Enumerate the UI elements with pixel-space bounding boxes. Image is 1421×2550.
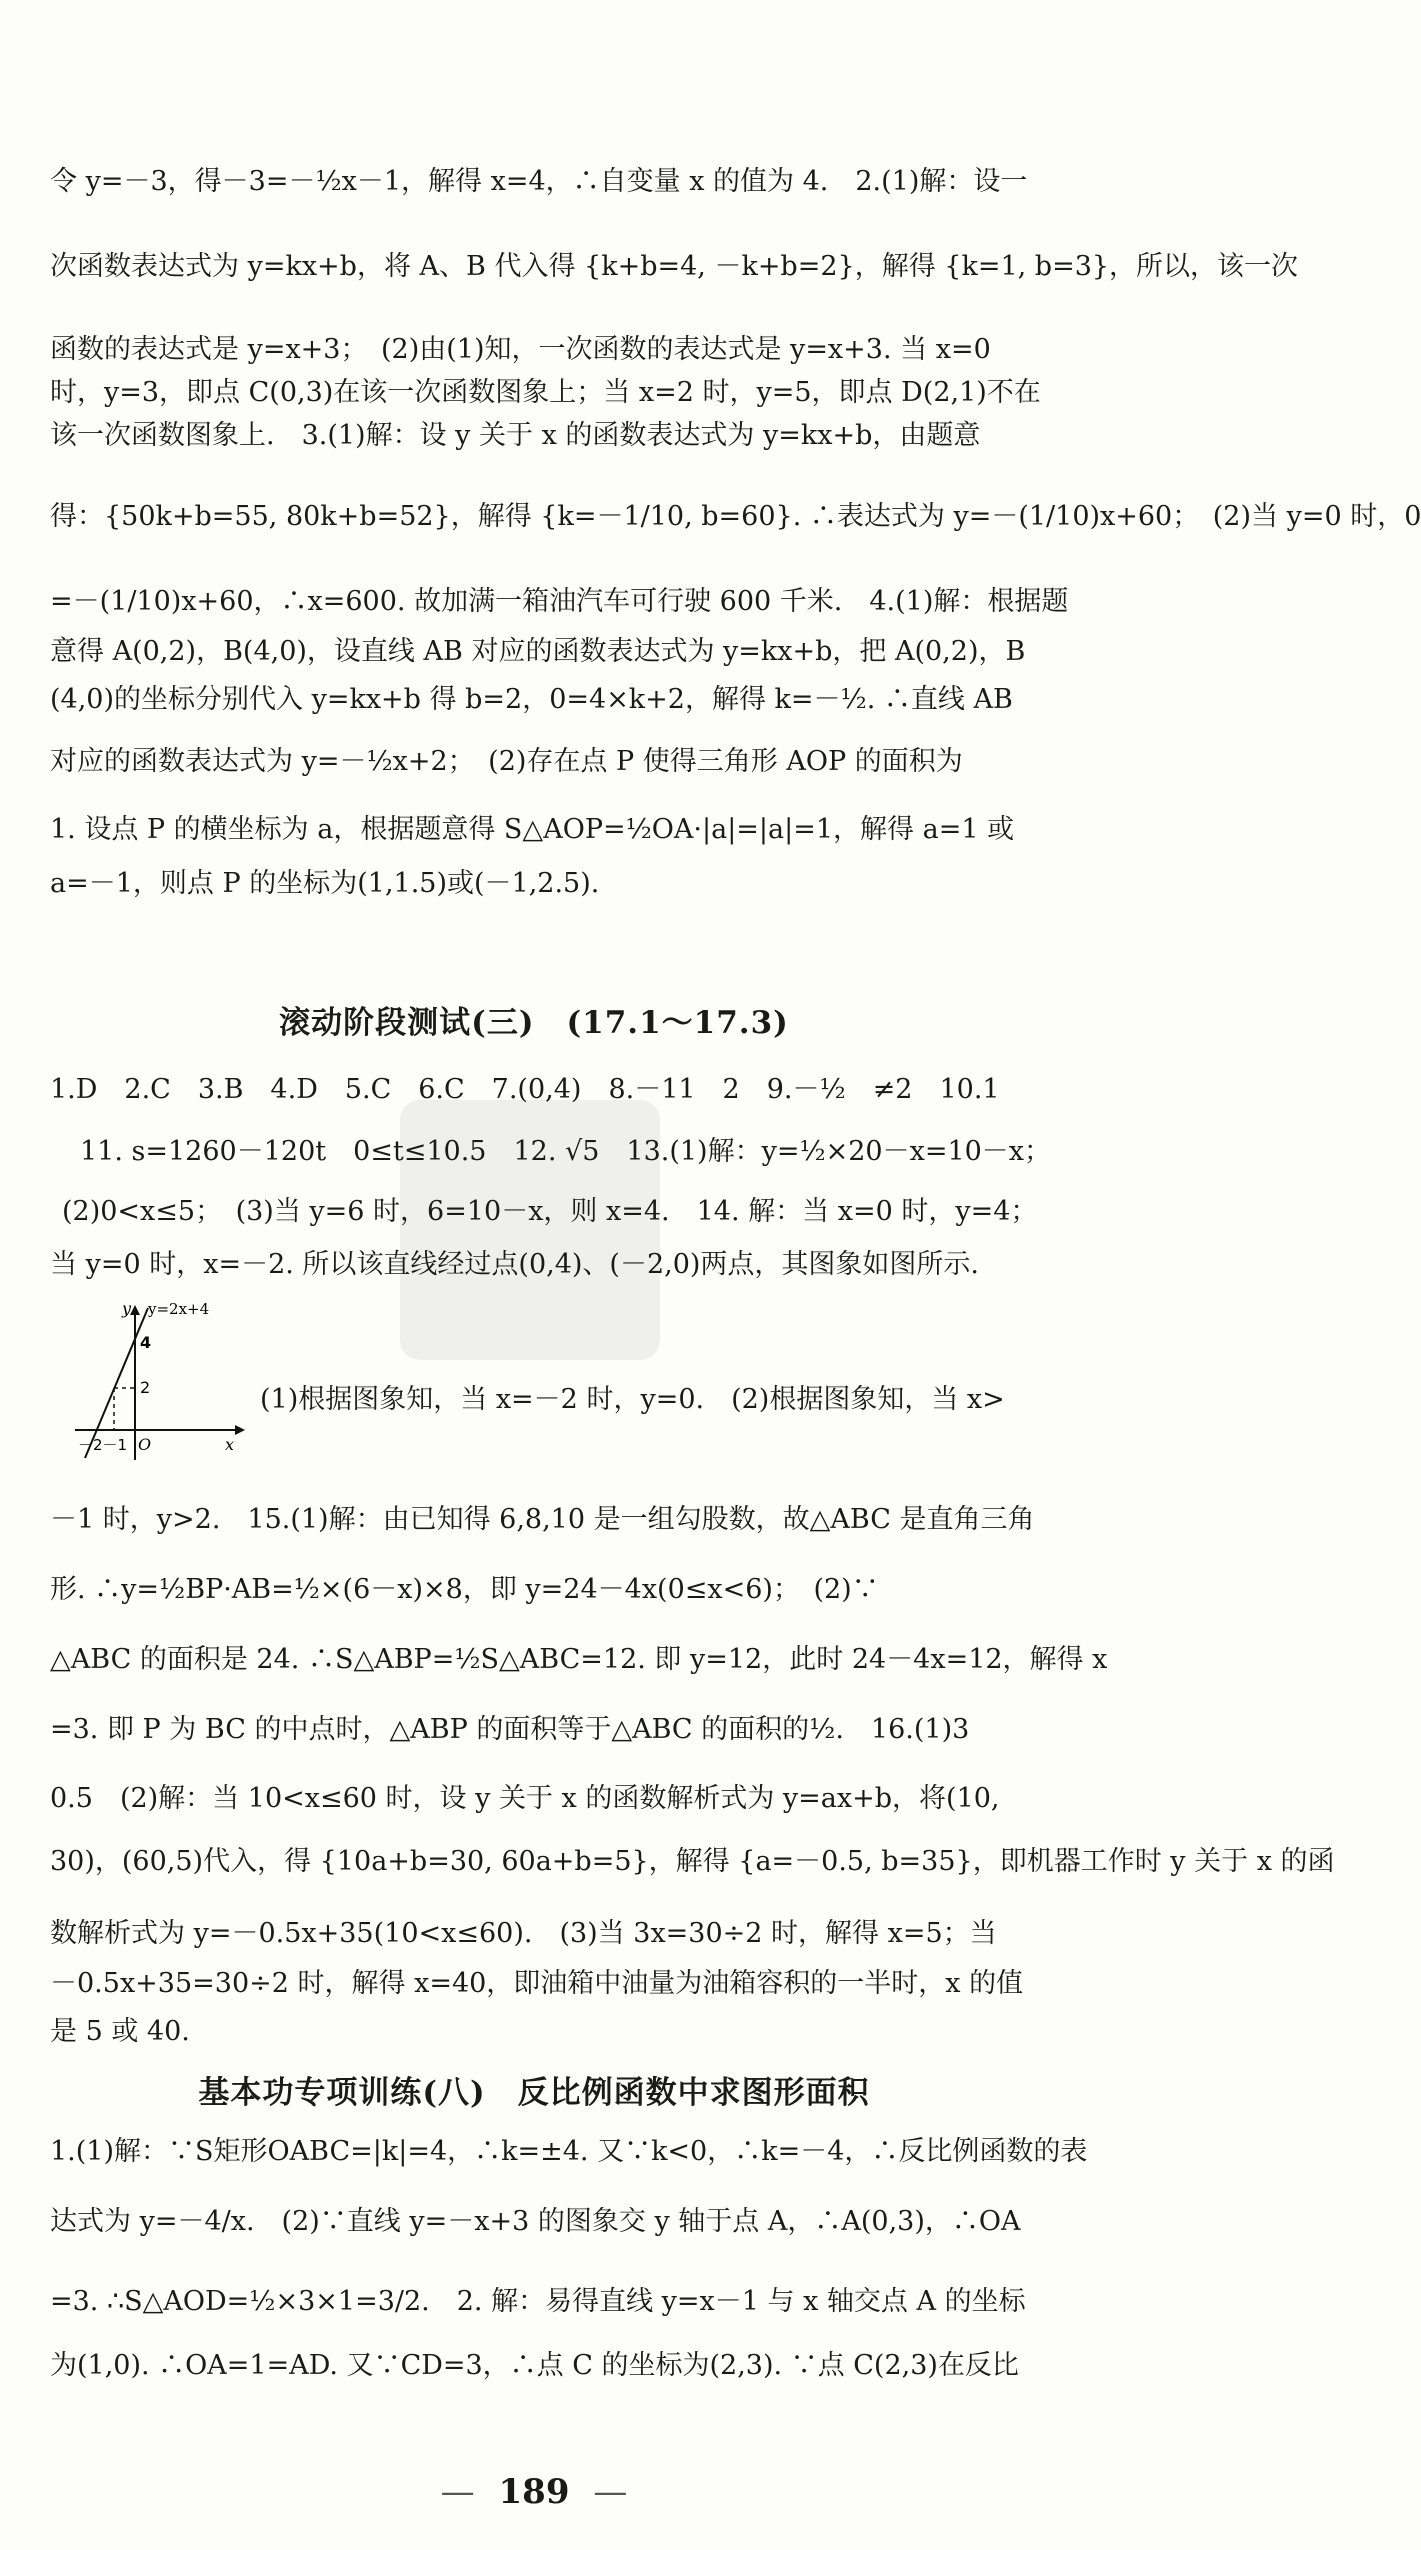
x-axis-label: x	[225, 1435, 235, 1454]
text-line: 1. 设点 P 的横坐标为 a，根据题意得 S△AOP=½OA·|a|=|a|=1，解得 a=1 或	[50, 814, 1015, 845]
text-line: =3. 即 P 为 BC 的中点时，△ABP 的面积等于△ABC 的面积的½. 16.(1)3	[50, 1714, 970, 1745]
origin-label: O	[138, 1435, 152, 1454]
y-axis-label: y	[122, 1299, 132, 1318]
text-line: 对应的函数表达式为 y=－½x+2； (2)存在点 P 使得三角形 AOP 的面积为	[50, 746, 963, 777]
text-line: (2)0<x≤5； (3)当 y=6 时，6=10－x，则 x=4. 14. 解：当 x=0 时，y=4；	[62, 1196, 1038, 1227]
text-line: (1)根据图象知，当 x=－2 时，y=0. (2)根据图象知，当 x>	[260, 1384, 1005, 1415]
text-line: 时，y=3，即点 C(0,3)在该一次函数图象上；当 x=2 时，y=5，即点 D(2,1)不在	[50, 377, 1041, 408]
text-line: 0.5 (2)解：当 10<x≤60 时，设 y 关于 x 的函数解析式为 y=ax+b，将(10,	[50, 1783, 1000, 1814]
footer-dash-left: —	[440, 2472, 475, 2512]
text-line: 意得 A(0,2)，B(4,0)，设直线 AB 对应的函数表达式为 y=kx+b，把 A(0,2)，B	[50, 636, 1026, 667]
text-line: 1.(1)解：∵S矩形OABC=|k|=4，∴k=±4. 又∵k<0，∴k=－4，∴反比例函数的表	[50, 2136, 1088, 2167]
section-heading-training8: 基本功专项训练(八) 反比例函数中求图形面积	[198, 2075, 870, 2111]
text-line: 1.D 2.C 3.B 4.D 5.C 6.C 7.(0,4) 8.－11 2 9.－½ ≠2 10.1	[50, 1074, 1000, 1105]
page-number: 189	[498, 2472, 570, 2512]
text-line: 函数的表达式是 y=x+3； (2)由(1)知，一次函数的表达式是 y=x+3. 当 x=0	[50, 334, 991, 365]
text-line: (4,0)的坐标分别代入 y=kx+b 得 b=2，0=4×k+2，解得 k=－½. ∴直线 AB	[50, 684, 1013, 715]
text-line: =3. ∴S△AOD=½×3×1=3/2. 2. 解：易得直线 y=x－1 与 x 轴交点 A 的坐标	[50, 2286, 1026, 2317]
text-line: 11. s=1260－120t 0≤t≤10.5 12. √5 13.(1)解：y=½×20－x=10－x；	[80, 1136, 1052, 1167]
text-line: －1 时，y>2. 15.(1)解：由已知得 6,8,10 是一组勾股数，故△ABC 是直角三角	[50, 1504, 1035, 1535]
text-line: 数解析式为 y=－0.5x+35(10<x≤60). (3)当 3x=30÷2 时，解得 x=5；当	[50, 1918, 997, 1949]
text-line: =－(1/10)x+60，∴x=600. 故加满一箱油汽车可行驶 600 千米. 4.(1)解：根据题	[50, 586, 1069, 617]
text-line: 次函数表达式为 y=kx+b，将 A、B 代入得 {k+b=4, －k+b=2}，解得 {k=1, b=3}，所以，该一次	[50, 251, 1299, 282]
tick-y4: 4	[140, 1333, 152, 1352]
tick-y2: 2	[140, 1378, 151, 1397]
footer-dash-right: —	[593, 2472, 628, 2512]
section-heading-test3: 滚动阶段测试(三) (17.1～17.3)	[279, 1005, 789, 1041]
text-line: 是 5 或 40.	[50, 2016, 190, 2047]
tick-x: －2－1	[78, 1436, 128, 1454]
page-footer	[0, 2470, 1068, 2514]
linear-function-graph	[70, 1300, 250, 1465]
text-line: 令 y=－3，得－3=－½x－1，解得 x=4，∴自变量 x 的值为 4. 2.(1)解：设一	[50, 166, 1028, 197]
text-line: －0.5x+35=30÷2 时，解得 x=40，即油箱中油量为油箱容积的一半时，x 的值	[50, 1968, 1024, 1999]
text-line: 得：{50k+b=55, 80k+b=52}，解得 {k=－1/10, b=60}. ∴表达式为 y=－(1/10)x+60； (2)当 y=0 时，0	[50, 501, 1421, 532]
text-line: 30)，(60,5)代入，得 {10a+b=30, 60a+b=5}，解得 {a=－0.5, b=35}，即机器工作时 y 关于 x 的函	[50, 1846, 1335, 1877]
text-line: 当 y=0 时，x=－2. 所以该直线经过点(0,4)、(－2,0)两点，其图象如图所示.	[50, 1249, 980, 1280]
text-line: a=－1，则点 P 的坐标为(1,1.5)或(－1,2.5).	[50, 868, 600, 899]
function-label: y=2x+4	[148, 1300, 210, 1318]
text-line: △ABC 的面积是 24. ∴S△ABP=½S△ABC=12. 即 y=12，此时 24－4x=12，解得 x	[50, 1644, 1108, 1675]
text-line: 该一次函数图象上. 3.(1)解：设 y 关于 x 的函数表达式为 y=kx+b，由题意	[50, 420, 981, 451]
text-line: 为(1,0). ∴OA=1=AD. 又∵CD=3，∴点 C 的坐标为(2,3). ∵点 C(2,3)在反比	[50, 2350, 1019, 2381]
text-line: 达式为 y=－4/x. (2)∵直线 y=－x+3 的图象交 y 轴于点 A，∴A(0,3)，∴OA	[50, 2206, 1021, 2237]
text-line: 形. ∴y=½BP·AB=½×(6－x)×8，即 y=24－4x(0≤x<6)； (2)∵	[50, 1574, 879, 1605]
